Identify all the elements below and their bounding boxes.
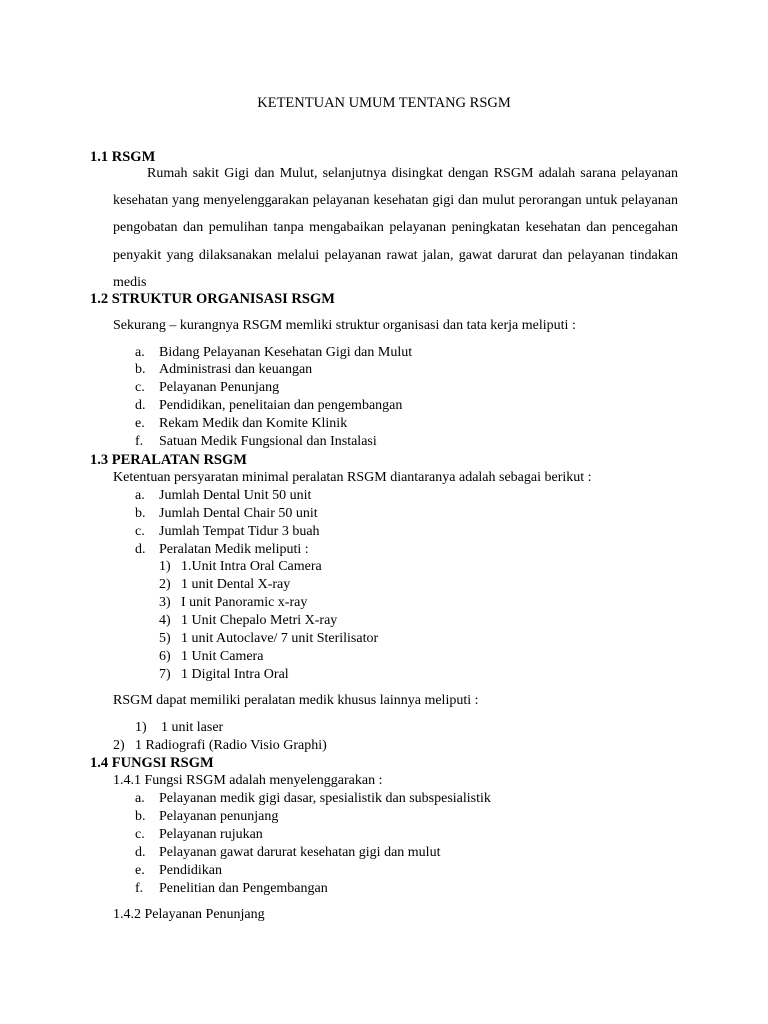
list-marker: 1) [135, 720, 147, 735]
list-marker: a. [135, 488, 145, 503]
list-marker: a. [135, 345, 145, 360]
list-item: Pelayanan gawat darurat kesehatan gigi dan mulut [159, 845, 441, 860]
list-marker: 3) [159, 595, 171, 610]
list-item: 1 unit laser [161, 720, 224, 735]
special-equipment-intro: RSGM dapat memiliki peralatan medik khusus lainnya meliputi : [113, 693, 479, 708]
list-item: Jumlah Tempat Tidur 3 buah [159, 524, 320, 539]
list-item: Peralatan Medik meliputi : [159, 542, 309, 557]
list-marker: f. [135, 881, 144, 896]
list-item: I unit Panoramic x-ray [181, 595, 308, 610]
list-marker: 2) [113, 738, 125, 753]
list-marker: c. [135, 380, 145, 395]
section-1-3-intro: Ketentuan persyaratan minimal peralatan RSGM diantaranya adalah sebagai berikut : [113, 470, 592, 485]
section-1-4-2-heading: 1.4.2 Pelayanan Penunjang [113, 907, 265, 922]
list-marker: 5) [159, 631, 171, 646]
list-marker: 6) [159, 649, 171, 664]
list-item: Pelayanan medik gigi dasar, spesialistik dan subspesialistik [159, 791, 491, 806]
section-1-1-paragraph [113, 160, 678, 296]
list-item: Rekam Medik dan Komite Klinik [159, 416, 348, 431]
list-item: Satuan Medik Fungsional dan Instalasi [159, 434, 377, 449]
list-marker: 2) [159, 577, 171, 592]
list-item: Pelayanan Penunjang [159, 380, 280, 395]
list-item: Pelayanan penunjang [159, 809, 279, 824]
list-item: 1.Unit Intra Oral Camera [181, 559, 322, 574]
list-marker: f. [135, 434, 144, 449]
section-heading-1-2: 1.2 STRUKTUR ORGANISASI RSGM [90, 291, 335, 307]
list-marker: 4) [159, 613, 171, 628]
list-item: 1 Unit Camera [181, 649, 264, 664]
list-item: Jumlah Dental Unit 50 unit [159, 488, 312, 503]
list-item: 1 Unit Chepalo Metri X-ray [181, 613, 338, 628]
section-heading-1-3: 1.3 PERALATAN RSGM [90, 452, 247, 468]
section-heading-1-1: 1.1 RSGM [90, 149, 156, 165]
list-item: 1 unit Autoclave/ 7 unit Sterilisator [181, 631, 379, 646]
list-marker: a. [135, 791, 145, 806]
list-marker: c. [135, 524, 145, 539]
list-item: Pelayanan rujukan [159, 827, 263, 842]
section-heading-1-4: 1.4 FUNGSI RSGM [90, 755, 214, 771]
list-item: Penelitian dan Pengembangan [159, 881, 328, 896]
list-item: 1 Digital Intra Oral [181, 667, 289, 682]
section-1-2-intro: Sekurang – kurangnya RSGM memliki struktur organisasi dan tata kerja meliputi : [113, 318, 576, 333]
list-marker: c. [135, 827, 145, 842]
document-title: KETENTUAN UMUM TENTANG RSGM [257, 95, 511, 111]
list-marker: b. [135, 362, 146, 377]
list-marker: e. [135, 416, 145, 431]
list-marker: d. [135, 845, 146, 860]
list-marker: d. [135, 542, 146, 557]
list-marker: 1) [159, 559, 171, 574]
list-marker: e. [135, 863, 145, 878]
list-item: Pendidikan [159, 863, 222, 878]
section-1-4-1-heading: 1.4.1 Fungsi RSGM adalah menyelenggarakan : [113, 773, 383, 788]
list-item: Administrasi dan keuangan [159, 362, 313, 377]
list-marker: b. [135, 506, 146, 521]
list-marker: d. [135, 398, 146, 413]
list-item: Pendidikan, penelitaian dan pengembangan [159, 398, 403, 413]
list-item: 1 Radiografi (Radio Visio Graphi) [135, 738, 327, 753]
section-1-1-text: Rumah sakit Gigi dan Mulut, selanjutnya disingkat dengan RSGM adalah sarana pelayanan kesehatan yang menyelenggarakan pelayanan kesehatan gigi dan mulut perorangan untuk pelayanan pengobatan dan pemulihan tanpa mengabaikan pelayanan peningkatan kesehatan dan pencegahan penyakit yang dilaksanakan melalui pelayanan rawat jalan, gawat darurat dan pelayanan tindakan medis [113, 166, 678, 290]
list-item: Bidang Pelayanan Kesehatan Gigi dan Mulut [159, 345, 413, 360]
list-marker: b. [135, 809, 146, 824]
list-item: 1 unit Dental X-ray [181, 577, 291, 592]
list-item: Jumlah Dental Chair 50 unit [159, 506, 318, 521]
list-marker: 7) [159, 667, 171, 682]
